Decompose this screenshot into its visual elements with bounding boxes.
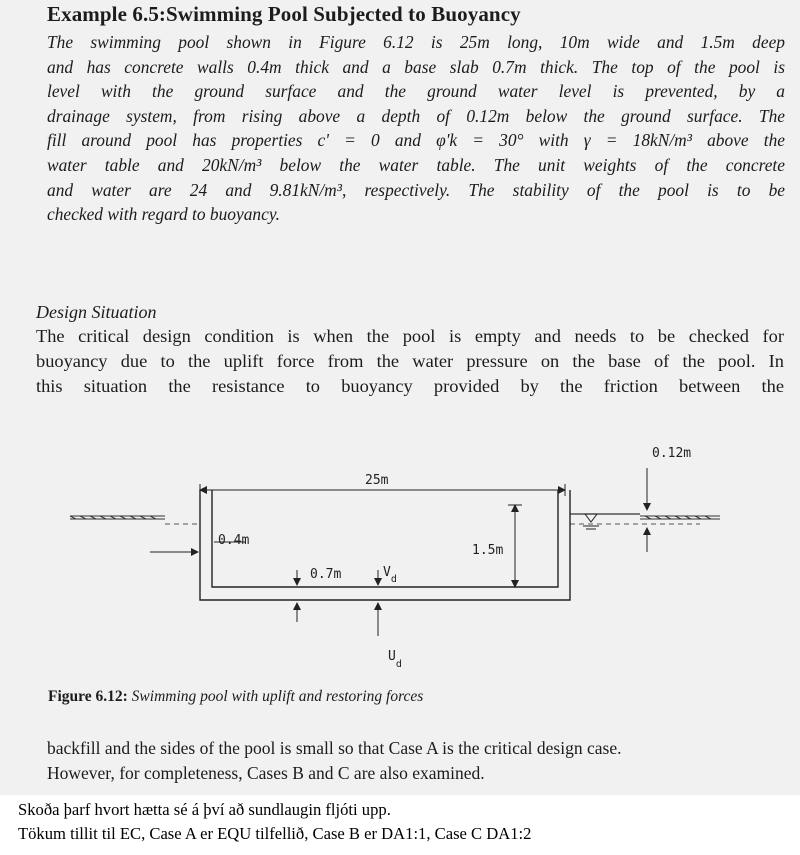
wall-thickness-label: 0.4m <box>218 533 250 548</box>
example-description <box>47 30 785 227</box>
description-line: The swimming pool shown in Figure 6.12 is 25m long, 10m wide and 1.5m deep <box>47 32 785 52</box>
water-depth-label: 0.12m <box>652 446 692 461</box>
design-line: buoyancy due to the uplift force from the water pressure on the base of the pool. In <box>36 351 784 371</box>
closing-line: backfill and the sides of the pool is small so that Case A is the critical design case. <box>47 738 622 758</box>
description-line: level with the ground surface and the ground water level is prevented, by a <box>47 81 785 102</box>
description-line: drainage system, from rising above a depth of 0.12m below the ground surface. The <box>47 105 785 126</box>
length-label: 25m <box>365 473 389 488</box>
closing-line: However, for completeness, Cases B and C are also examined. <box>47 763 485 783</box>
icelandic-note <box>18 798 531 846</box>
design-line: The critical design condition is when the pool is empty and needs to be checked for <box>36 326 784 346</box>
note-line: Tökum tillit til EC, Case A er EQU tilfellið, Case B er DA1:1, Case C DA1:2 <box>18 824 532 843</box>
design-situation-heading: Design Situation <box>36 302 157 322</box>
example-title: Example 6.5:Swimming Pool Subjected to Buoyancy <box>47 2 521 26</box>
design-line: this situation the resistance to buoyancy provided by the friction between the <box>36 376 784 396</box>
design-situation-body <box>36 324 784 399</box>
ground-hatch-left <box>70 516 165 519</box>
description-line: checked with regard to buoyancy. <box>47 204 280 225</box>
depth-dimension <box>508 505 522 587</box>
description-line: fill around pool has properties c' = 0 and φ'k = 30° with γ = 18kN/m³ above the <box>47 130 785 151</box>
pool-cross-section-figure <box>40 440 740 680</box>
description-line: and has concrete walls 0.4m thick and a base slab 0.7m thick. The top of the pool is <box>47 56 785 77</box>
description-line: water table and 20kN/m³ below the water table. The unit weights of the concrete <box>47 154 785 175</box>
vd-main: V <box>383 565 391 580</box>
note-line: Skoða þarf hvort hætta sé á því að sundlaugin fljóti upp. <box>18 800 391 819</box>
depth-label: 1.5m <box>472 543 504 558</box>
slab-thickness-label: 0.7m <box>310 567 342 582</box>
ud-label <box>388 649 402 670</box>
figure-caption <box>48 688 423 706</box>
vd-sub: d <box>390 574 397 585</box>
water-table-symbol <box>583 514 599 529</box>
ud-main: U <box>388 649 396 664</box>
description-line: and water are 24 and 9.81kN/m³, respectively. The stability of the pool is to be <box>47 179 785 200</box>
vd-label <box>383 565 397 585</box>
ud-sub: d <box>395 659 402 670</box>
closing-paragraph <box>47 736 767 786</box>
caption-text: Swimming pool with uplift and restoring forces <box>131 688 424 705</box>
caption-number: Figure 6.12: <box>48 688 128 705</box>
ground-hatch-right <box>640 516 720 519</box>
